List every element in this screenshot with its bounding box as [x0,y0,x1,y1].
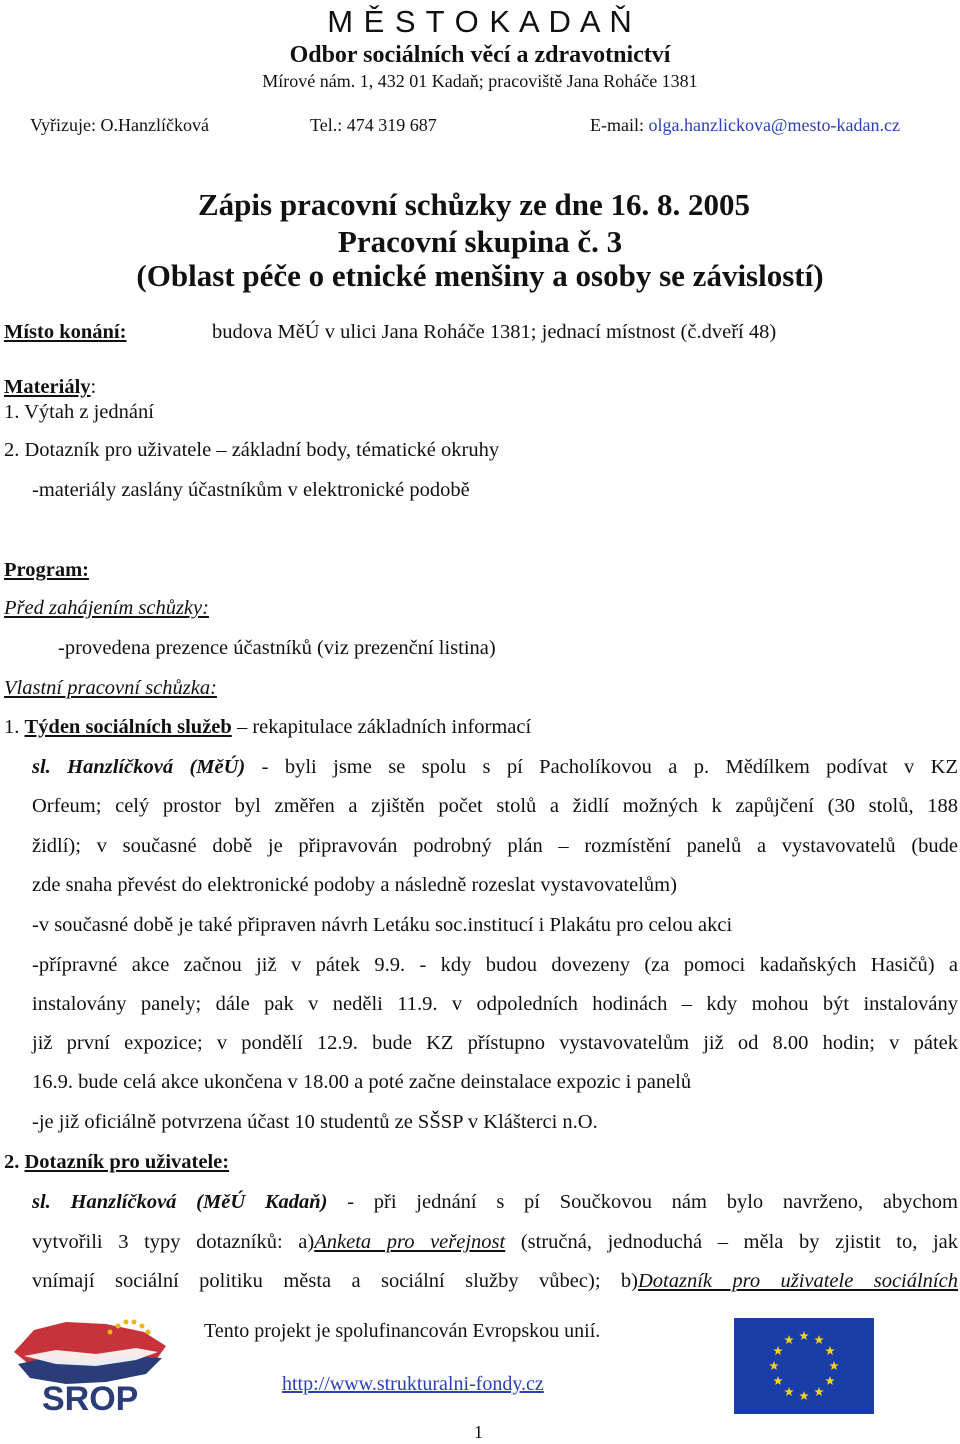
contact-person: Vyřizuje: O.Hanzlíčková [30,115,209,135]
email-line [590,115,900,136]
before-meeting-label: Před zahájením schůzky: [4,597,209,619]
email-label: E-mail: [590,115,649,135]
email-link[interactable]: olga.hanzlickova@mesto-kadan.cz [648,115,900,135]
para3-line3: již první expozice; v pondělí 12.9. bude KZ přístupno vystavovatelům již od 8.00 hodin; v pátek [32,1032,958,1054]
para1-speaker: sl. Hanzlíčková (MěÚ) [32,756,246,778]
para5-line3 [32,1270,958,1293]
title-line3: (Oblast péče o etnické menšiny a osoby se závislostí) [136,258,824,293]
venue-value: budova MěÚ v ulici Jana Roháče 1381; jednací místnost (č.dveří 48) [212,321,777,343]
para5-line2 [32,1231,958,1254]
funding-statement: Tento projekt je spolufinancován Evropskou unií. [204,1320,601,1342]
item1-rest: – rekapitulace základních informací [231,716,532,738]
phone: Tel.: 474 319 687 [310,115,437,135]
para5-line1 [32,1191,958,1214]
para5-line2-c: (stručná, jednoduchá – měla by zjistit to, jak [505,1231,959,1253]
para2: -v současné době je také připraven návrh Letáku soc.institucí i Plakátu pro celou akci [32,914,733,936]
eu-flag [734,1318,874,1414]
para4: -je již oficiálně potvrzena účast 10 studentů ze SŠSP v Klášterci n.O. [32,1111,598,1133]
materials-item-2: 2. Dotazník pro uživatele – základní body, tématické okruhy [4,439,500,461]
para3-line1: -přípravné akce začnou již v pátek 9.9. - kdy budou dovezeny (za pomoci kadaňských Hasičů) a [32,954,958,976]
para3-line4: 16.9. bude celá akce ukončena v 18.00 a poté začne deinstalace expozic i panelů [32,1071,692,1093]
materials-item-1: 1. Výtah z jednání [4,401,154,423]
para1-line2: Orfeum; celý prostor byl změřen a zjištěn počet stolů a židlí možných k zapůjčení (30 stolů, 188 [32,795,958,817]
item1-number: 1. [4,716,25,738]
venue-label: Místo konání: [4,321,127,343]
para1-line4: zde snaha převést do elektronické podoby a následně rozeslat vystavovatelům) [32,874,677,896]
materials-note: -materiály zaslány účastníkům v elektronické podobě [32,479,470,501]
item2-title: Dotazník pro uživatele: [24,1151,230,1173]
para1-text: - byli jsme se spolu s pí Pacholíkovou a p. Mědílkem podívat v KZ [245,756,958,778]
item1-title: Týden sociálních služeb [24,716,232,738]
materials-label: Materiály [4,376,91,398]
para5-text: - při jednání s pí Součkovou nám bylo navrženo, abychom [327,1191,958,1213]
anketa-title: Anketa pro veřejnost [314,1231,506,1253]
materials-colon: : [90,376,97,398]
address: Mírové nám. 1, 432 01 Kadaň; pracoviště Jana Roháče 1381 [262,71,698,91]
item2-number: 2. [4,1151,25,1173]
program-item-2 [4,1151,229,1174]
para5-line2-a: vytvořili 3 typy dotazníků: a) [32,1231,315,1253]
program-label: Program: [4,559,90,581]
meeting-label: Vlastní pracovní schůzka: [4,677,217,699]
para5-speaker: sl. Hanzlíčková (MěÚ Kadaň) [32,1191,328,1213]
title-line1: Zápis pracovní schůzky ze dne 16. 8. 2005 [198,187,751,222]
srop-logo [6,1312,174,1416]
para1-line3: židlí); v současné době je připravován podrobný plán – rozmístění panelů a vystavovatelů (bude [32,835,958,857]
para5-line3-a: vnímají sociální politiku města a sociální služby vůbec); b) [32,1270,638,1292]
para3-line2: instalovány panely; dále pak v neděli 11.9. v odpoledních hodinách – kdy mohou být instalovány [32,993,958,1015]
title-line2: Pracovní skupina č. 3 [337,224,623,259]
para1-line1 [32,756,958,779]
page-number: 1 [474,1422,483,1442]
program-item-1 [4,716,531,739]
before-meeting-text: -provedena prezence účastníků (viz prezenční listina) [58,637,496,659]
materials-heading [4,376,96,399]
srop-logo-text: SROP [42,1380,139,1416]
dotaznik-title: Dotazník pro uživatele sociálních [637,1270,958,1292]
funds-url-link[interactable]: http://www.strukturalni-fondy.cz [282,1373,544,1395]
city-name: M Ě S T O K A D A Ň [327,4,633,39]
department-name: Odbor sociálních věcí a zdravotnictví [289,42,671,68]
